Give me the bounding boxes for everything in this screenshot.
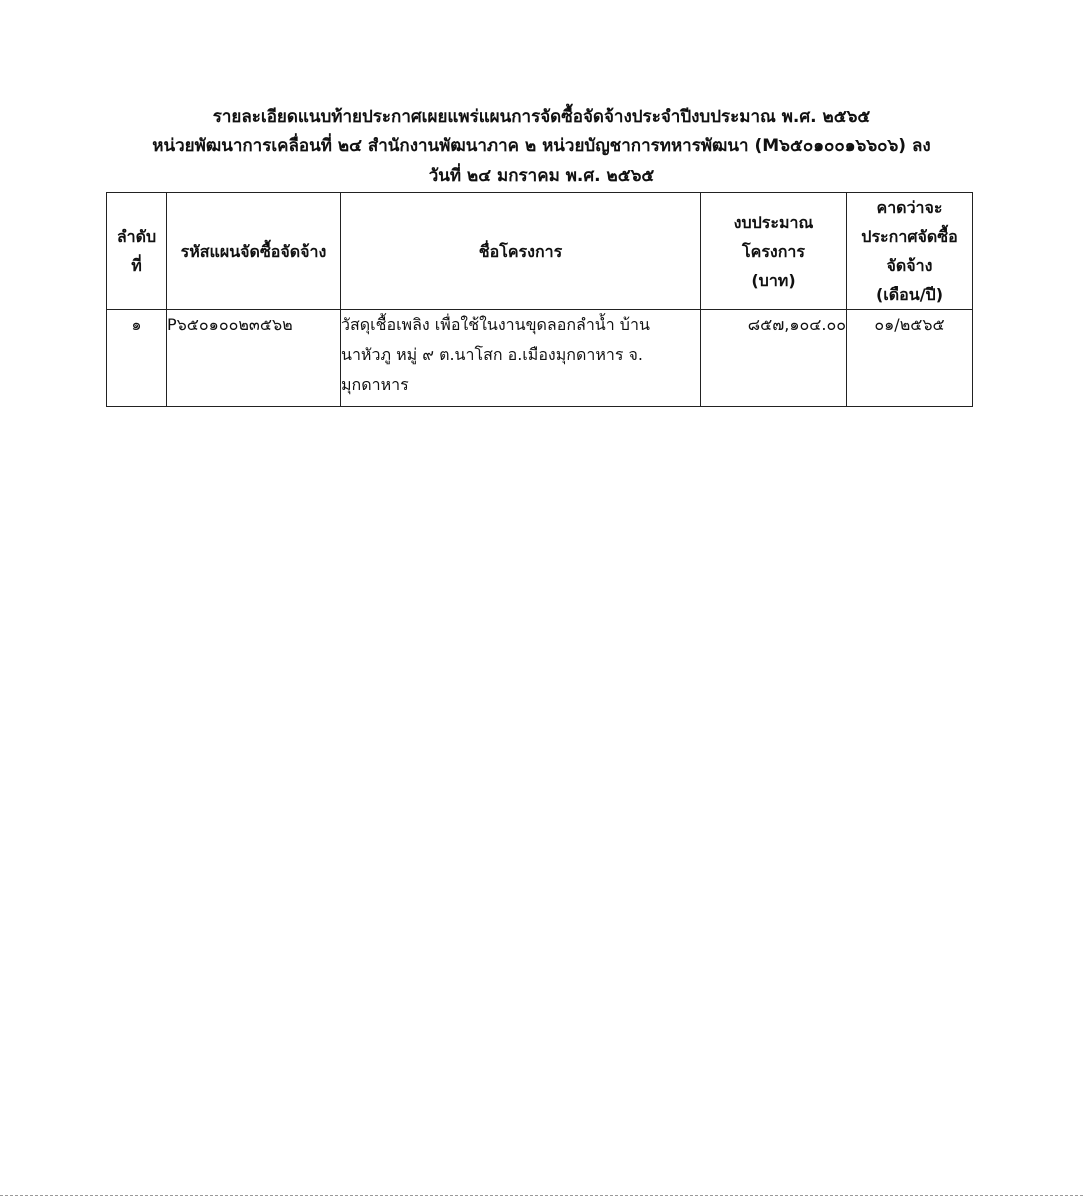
column-header-project-name: ชื่อโครงการ	[341, 193, 701, 310]
row-seq: ๑	[107, 310, 167, 407]
column-header-plan-code: รหัสแผนจัดซื้อจัดจ้าง	[167, 193, 341, 310]
table-row	[107, 310, 973, 407]
row-project-name: วัสดุเชื้อเพลิง เพื่อใช้ในงานขุดลอกลำน้ำ บ้าน นาหัวภู หมู่ ๙ ต.นาโสก อ.เมืองมุกดาหาร จ. มุกดาหาร	[341, 310, 701, 407]
document-date: วันที่ ๒๔ มกราคม พ.ศ. ๒๕๖๕	[428, 166, 655, 186]
table-header-row	[107, 193, 973, 310]
document-subtitle-unit: หน่วยพัฒนาการเคลื่อนที่ ๒๔ สำนักงานพัฒนาภาค ๒ หน่วยบัญชาการทหารพัฒนา (M๖๕๐๑๐๐๑๖๖๐๖) ลง	[152, 136, 931, 156]
row-announce-date: ๐๑/๒๕๖๕	[847, 310, 973, 407]
procurement-plan-table	[106, 192, 973, 407]
row-budget: ๘๕๗,๑๐๔.๐๐	[701, 310, 847, 407]
page-bottom-edge	[0, 1195, 1083, 1196]
row-plan-code: P๖๕๐๑๐๐๒๓๕๖๒	[167, 310, 341, 407]
column-header-budget: งบประมาณ โครงการ (บาท)	[701, 193, 847, 310]
column-header-announce-date: คาดว่าจะ ประกาศจัดซื้อ จัดจ้าง (เดือน/ปี)	[847, 193, 973, 310]
column-header-seq: ลำดับ ที่	[107, 193, 167, 310]
document-title: รายละเอียดแนบท้ายประกาศเผยแพร่แผนการจัดซื้อจัดจ้างประจำปีงบประมาณ พ.ศ. ๒๕๖๕	[212, 107, 871, 127]
